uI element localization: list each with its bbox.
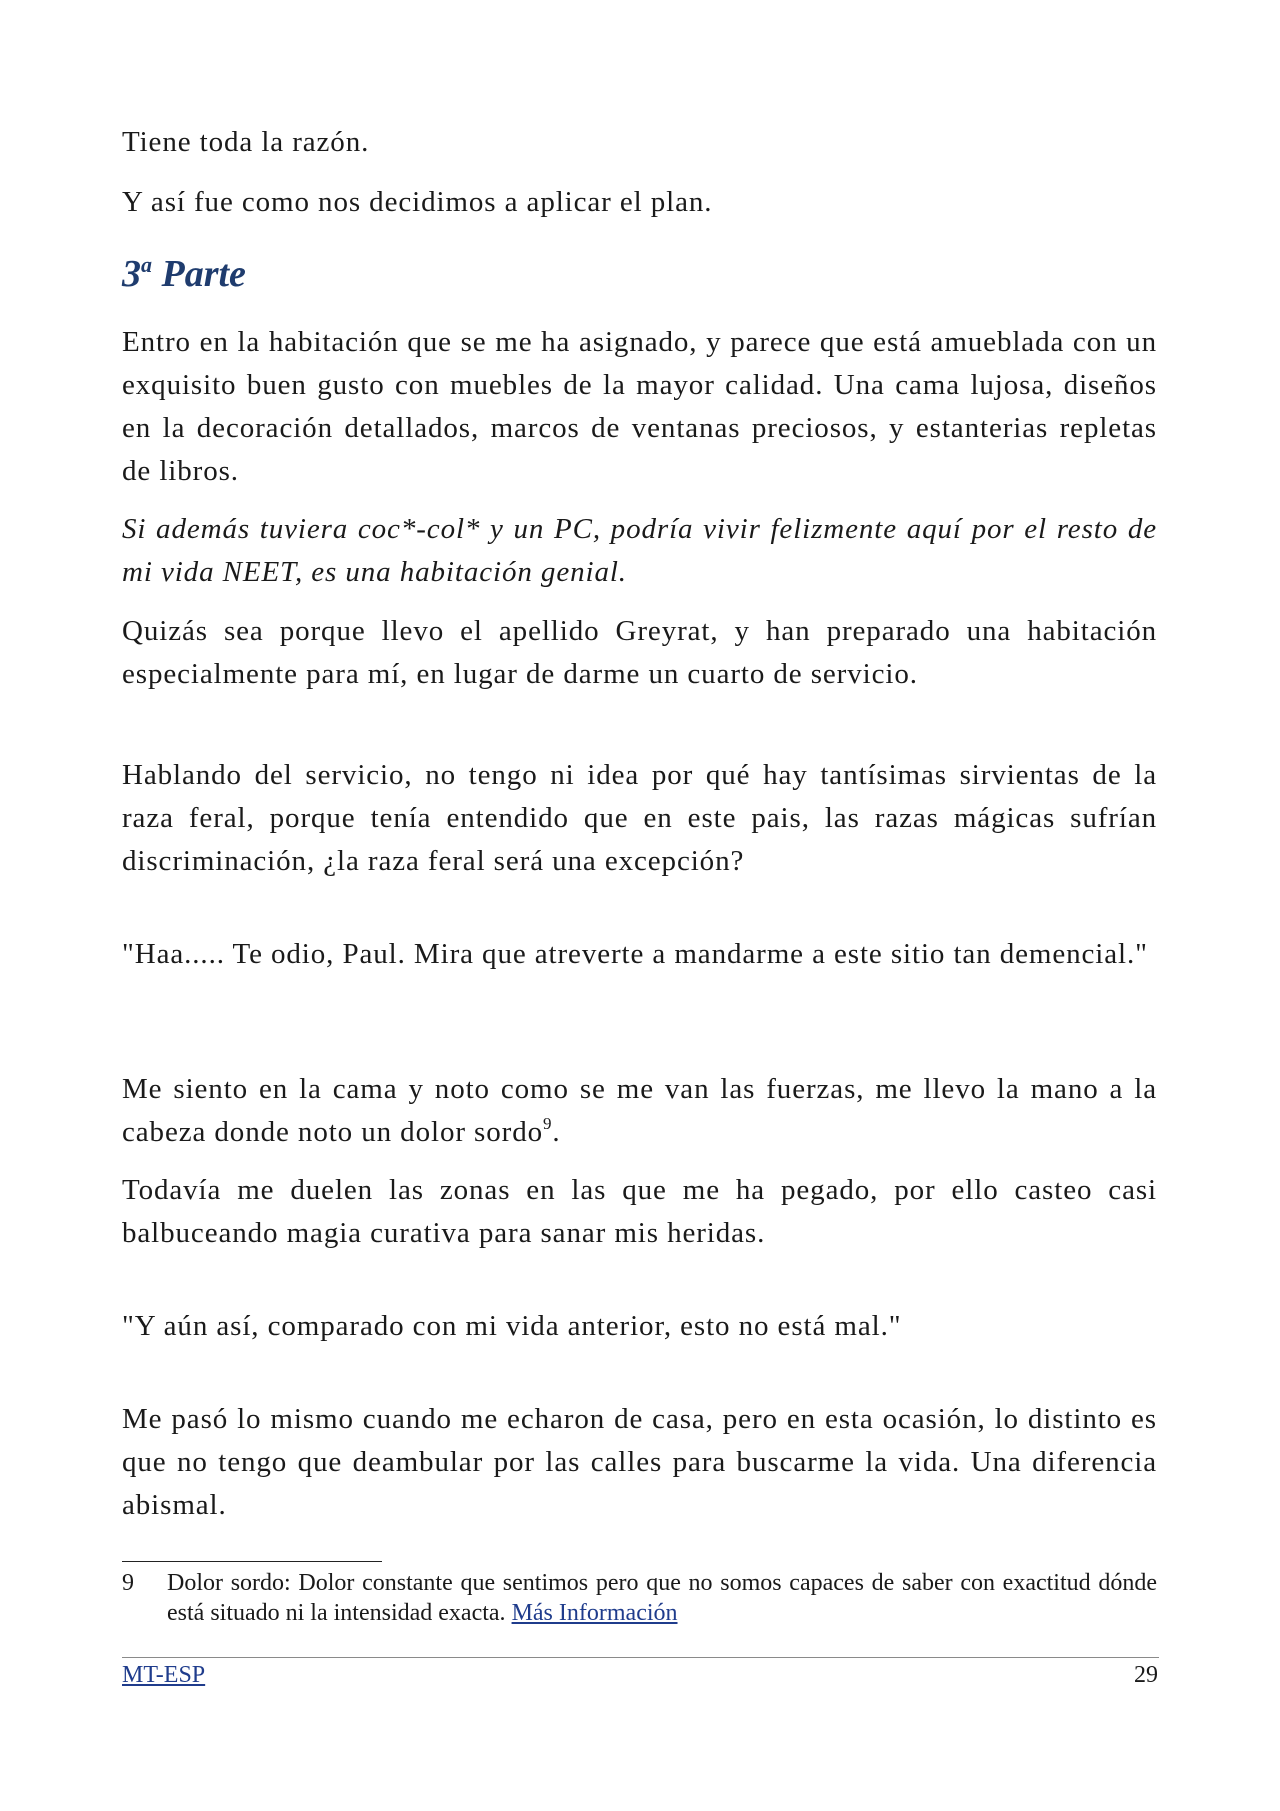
footer-site-link[interactable]: MT-ESP [122,1662,206,1688]
paragraph-10-dialogue: "Y aún así, comparado con mi vida anterior, esto no está mal." [122,1310,902,1342]
footnote-reference[interactable]: 9 [543,1114,553,1133]
paragraph-1: Tiene toda la razón. [122,126,370,158]
paragraph-5: Quizás sea porque llevo el apellido Greyrat, y han preparado una habitación especialmente para mí, en lugar de darme un cuarto de servicio. [122,615,1157,690]
paragraph-4-italic: Si además tuviera coc*-col* y un PC, podría vivir felizmente aquí por el resto de mi vida NEET, es una habitación genial. [122,513,1157,588]
page-number: 29 [1134,1662,1158,1688]
more-info-link[interactable]: Más Información [511,1600,678,1626]
paragraph-11: Me pasó lo mismo cuando me echaron de casa, pero en esta ocasión, lo distinto es que no tengo que deambular por las calles para buscarme la vida. Una diferencia abismal. [122,1403,1157,1521]
paragraph-2: Y así fue como nos decidimos a aplicar el plan. [122,186,713,218]
paragraph-8-text: Me siento en la cama y noto como se me van las fuerzas, me llevo la mano a la cabeza donde noto un dolor sordo [122,1073,1157,1148]
paragraph-8-end: . [552,1116,561,1148]
footer-divider [122,1657,1159,1658]
footnote-body [167,1568,1157,1628]
heading-title: Parte [161,253,246,295]
footnote-text: Dolor sordo: Dolor constante que sentimos pero que no somos capaces de saber con exactitud dónde está situado ni la intensidad exacta. [167,1570,1157,1626]
section-heading [122,250,246,298]
paragraph-9: Todavía me duelen las zonas en las que me ha pegado, por ello casteo casi balbuceando magia curativa para sanar mis heridas. [122,1174,1157,1249]
footnote-number: 9 [122,1570,134,1596]
heading-ordinal: a [141,252,152,277]
paragraph-6: Hablando del servicio, no tengo ni idea por qué hay tantísimas sirvientas de la raza feral, porque tenía entendido que en este pais, las razas mágicas sufrían discriminación, ¿la raza feral será una excepción? [122,759,1157,877]
footnote-separator [122,1561,382,1562]
footnote [122,1568,1157,1628]
paragraph-3: Entro en la habitación que se me ha asignado, y parece que está amueblada con un exquisito buen gusto con muebles de la mayor calidad. Una cama lujosa, diseños en la decoración detallados, marcos de ventanas preciosos, y estanterias repletas de libros. [122,326,1157,487]
paragraph-7-dialogue: "Haa..... Te odio, Paul. Mira que atreverte a mandarme a este sitio tan demencial." [122,938,1148,970]
heading-number: 3 [122,253,141,295]
paragraph-8 [122,1068,1157,1154]
